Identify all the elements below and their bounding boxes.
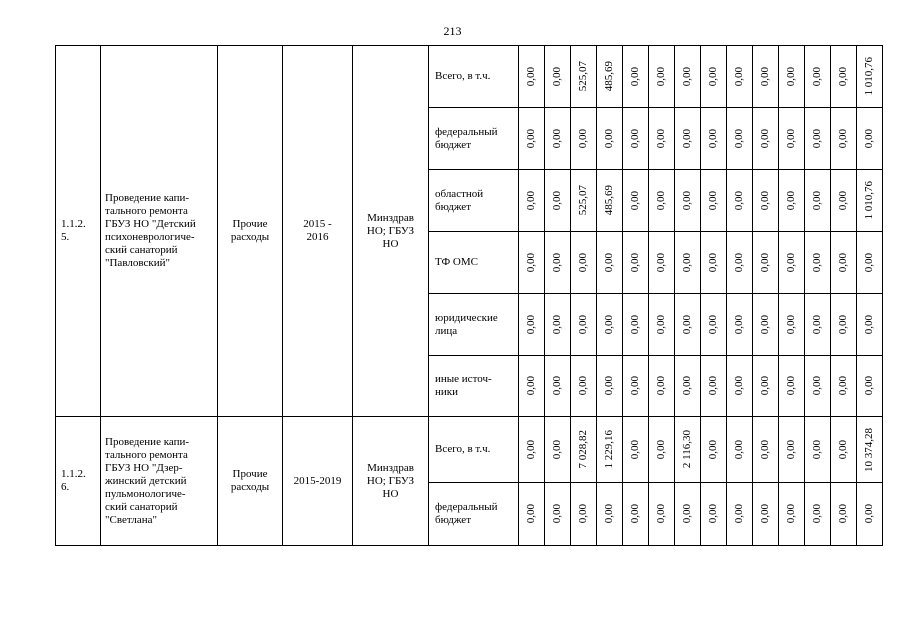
amount-cell — [519, 108, 545, 170]
amount-cell — [597, 46, 623, 108]
amount-cell — [519, 417, 545, 483]
amount-cell — [831, 108, 857, 170]
amount-value: 0,00 — [811, 439, 823, 460]
amount-value: 0,00 — [785, 252, 797, 273]
amount-value: 0,00 — [759, 504, 771, 524]
amount-cell — [727, 294, 753, 356]
amount-cell — [519, 232, 545, 294]
amount-cell — [675, 232, 701, 294]
amount-cell — [857, 417, 883, 483]
funding-source: федеральный бюджет — [429, 483, 519, 546]
amount-cell — [571, 483, 597, 546]
amount-cell — [701, 356, 727, 417]
amount-cell — [649, 232, 675, 294]
amount-value: 0,00 — [863, 376, 875, 396]
amount-cell — [779, 294, 805, 356]
page-number: 213 — [443, 24, 462, 38]
amount-cell — [597, 108, 623, 170]
amount-cell — [649, 417, 675, 483]
amount-value: 0,00 — [837, 128, 849, 149]
amount-cell — [623, 232, 649, 294]
amount-cell — [649, 46, 675, 108]
amount-cell — [649, 294, 675, 356]
amount-value: 0,00 — [577, 314, 589, 335]
amount-value: 0,00 — [733, 190, 745, 211]
amount-value: 0,00 — [629, 190, 641, 211]
amount-value: 0,00 — [655, 128, 667, 149]
amount-cell — [753, 483, 779, 546]
amount-cell — [831, 170, 857, 232]
amount-cell — [857, 170, 883, 232]
amount-value: 0,00 — [655, 190, 667, 211]
amount-value: 0,00 — [837, 66, 849, 87]
amount-value: 0,00 — [655, 314, 667, 335]
table-row — [56, 417, 883, 483]
amount-value: 0,00 — [707, 190, 719, 211]
amount-value: 0,00 — [655, 439, 667, 460]
table-row — [56, 46, 883, 108]
project-code: 1.1.2. 5. — [56, 46, 101, 417]
funding-source: федеральный бюджет — [429, 108, 519, 170]
funding-source: ТФ ОМС — [429, 232, 519, 294]
amount-value: 10 374,28 — [863, 427, 875, 472]
project-name: Проведение капи- тального ремонта ГБУЗ НО "Детский психоневрологиче- ский санаторий "Павловский" — [101, 46, 218, 417]
amount-value: 0,00 — [785, 128, 797, 149]
amount-value: 0,00 — [551, 376, 563, 396]
amount-value: 0,00 — [655, 504, 667, 524]
amount-cell — [571, 108, 597, 170]
amount-cell — [831, 483, 857, 546]
amount-value: 0,00 — [837, 314, 849, 335]
amount-value: 0,00 — [811, 376, 823, 396]
amount-cell — [779, 108, 805, 170]
amount-cell — [805, 46, 831, 108]
amount-value: 0,00 — [629, 376, 641, 396]
amount-cell — [597, 356, 623, 417]
amount-cell — [857, 483, 883, 546]
amount-cell — [805, 170, 831, 232]
amount-value: 0,00 — [525, 252, 537, 273]
amount-value: 0,00 — [785, 376, 797, 396]
amount-cell — [571, 46, 597, 108]
amount-value: 0,00 — [759, 66, 771, 87]
amount-value: 0,00 — [577, 128, 589, 149]
amount-value: 0,00 — [707, 439, 719, 460]
amount-value: 0,00 — [733, 314, 745, 335]
amount-value: 0,00 — [863, 128, 875, 149]
amount-value: 0,00 — [681, 128, 693, 149]
amount-cell — [519, 170, 545, 232]
amount-value: 0,00 — [577, 376, 589, 396]
amount-cell — [675, 417, 701, 483]
amount-value: 0,00 — [577, 504, 589, 524]
amount-cell — [779, 356, 805, 417]
amount-value: 0,00 — [759, 376, 771, 396]
amount-cell — [753, 232, 779, 294]
amount-value: 0,00 — [525, 66, 537, 87]
amount-value: 0,00 — [707, 376, 719, 396]
amount-value: 0,00 — [759, 252, 771, 273]
amount-cell — [545, 483, 571, 546]
amount-value: 1 229,16 — [603, 430, 615, 469]
amount-cell — [753, 108, 779, 170]
amount-value: 1 010,76 — [863, 57, 875, 96]
amount-value: 0,00 — [707, 128, 719, 149]
amount-value: 0,00 — [811, 252, 823, 273]
amount-cell — [779, 483, 805, 546]
amount-cell — [857, 294, 883, 356]
amount-cell — [519, 294, 545, 356]
amount-cell — [519, 356, 545, 417]
amount-value: 0,00 — [863, 252, 875, 273]
amount-cell — [597, 170, 623, 232]
budget-table — [55, 45, 883, 546]
amount-cell — [727, 356, 753, 417]
amount-value: 0,00 — [681, 314, 693, 335]
amount-value: 0,00 — [707, 66, 719, 87]
amount-value: 0,00 — [525, 439, 537, 460]
amount-value: 0,00 — [785, 504, 797, 524]
period: 2015-2019 — [283, 417, 353, 546]
amount-cell — [545, 170, 571, 232]
amount-cell — [623, 356, 649, 417]
amount-value: 0,00 — [681, 252, 693, 273]
amount-value: 0,00 — [577, 252, 589, 273]
project-name: Проведение капи- тального ремонта ГБУЗ НО "Дзер- жинский детский пульмонологиче- ский санаторий "Светлана" — [101, 417, 218, 546]
amount-cell — [701, 417, 727, 483]
funding-source: Всего, в т.ч. — [429, 417, 519, 483]
amount-cell — [623, 170, 649, 232]
amount-cell — [571, 232, 597, 294]
amount-value: 0,00 — [811, 128, 823, 149]
amount-cell — [701, 483, 727, 546]
amount-value: 0,00 — [837, 504, 849, 524]
amount-cell — [623, 46, 649, 108]
amount-value: 0,00 — [759, 314, 771, 335]
amount-cell — [857, 356, 883, 417]
amount-cell — [701, 232, 727, 294]
amount-cell — [675, 294, 701, 356]
amount-cell — [779, 170, 805, 232]
amount-cell — [571, 294, 597, 356]
amount-cell — [805, 483, 831, 546]
amount-cell — [753, 356, 779, 417]
amount-cell — [727, 483, 753, 546]
period: 2015 - 2016 — [283, 46, 353, 417]
amount-value: 0,00 — [733, 504, 745, 524]
amount-cell — [779, 232, 805, 294]
amount-cell — [545, 417, 571, 483]
amount-value: 0,00 — [603, 314, 615, 335]
amount-value: 0,00 — [785, 66, 797, 87]
amount-value: 0,00 — [551, 252, 563, 273]
executor: Минздрав НО; ГБУЗ НО — [353, 46, 429, 417]
amount-value: 1 010,76 — [863, 181, 875, 220]
amount-cell — [545, 46, 571, 108]
amount-cell — [545, 356, 571, 417]
amount-cell — [623, 294, 649, 356]
amount-value: 0,00 — [525, 504, 537, 524]
funding-source: Всего, в т.ч. — [429, 46, 519, 108]
amount-value: 0,00 — [629, 439, 641, 460]
amount-value: 0,00 — [551, 190, 563, 211]
amount-cell — [727, 170, 753, 232]
amount-value: 0,00 — [629, 314, 641, 335]
amount-cell — [727, 232, 753, 294]
amount-value: 0,00 — [733, 439, 745, 460]
amount-cell — [623, 417, 649, 483]
amount-value: 0,00 — [759, 190, 771, 211]
amount-cell — [727, 108, 753, 170]
amount-value: 0,00 — [629, 66, 641, 87]
amount-cell — [753, 417, 779, 483]
amount-cell — [571, 417, 597, 483]
amount-value: 0,00 — [733, 252, 745, 273]
amount-value: 0,00 — [681, 376, 693, 396]
amount-cell — [831, 46, 857, 108]
amount-cell — [675, 356, 701, 417]
amount-value: 0,00 — [655, 252, 667, 273]
amount-cell — [675, 46, 701, 108]
amount-value: 485,69 — [603, 185, 615, 216]
amount-value: 0,00 — [655, 376, 667, 396]
amount-value: 0,00 — [551, 504, 563, 524]
expense-type: Прочие расходы — [218, 417, 283, 546]
amount-cell — [519, 46, 545, 108]
amount-value: 2 116,30 — [681, 430, 693, 469]
amount-value: 525,07 — [577, 61, 589, 92]
amount-value: 0,00 — [733, 66, 745, 87]
amount-cell — [519, 483, 545, 546]
amount-value: 0,00 — [733, 376, 745, 396]
amount-value: 485,69 — [603, 61, 615, 92]
expense-type: Прочие расходы — [218, 46, 283, 417]
amount-cell — [831, 356, 857, 417]
amount-value: 0,00 — [811, 504, 823, 524]
amount-cell — [857, 108, 883, 170]
amount-cell — [857, 46, 883, 108]
amount-value: 0,00 — [681, 190, 693, 211]
amount-cell — [597, 294, 623, 356]
amount-value: 0,00 — [629, 252, 641, 273]
amount-cell — [701, 108, 727, 170]
amount-value: 0,00 — [837, 252, 849, 273]
amount-cell — [649, 483, 675, 546]
amount-cell — [675, 483, 701, 546]
amount-value: 0,00 — [603, 376, 615, 396]
amount-cell — [571, 170, 597, 232]
amount-value: 0,00 — [629, 128, 641, 149]
project-code: 1.1.2. 6. — [56, 417, 101, 546]
amount-cell — [649, 170, 675, 232]
amount-value: 0,00 — [551, 66, 563, 87]
amount-value: 0,00 — [603, 128, 615, 149]
amount-value: 0,00 — [525, 314, 537, 335]
amount-value: 0,00 — [681, 66, 693, 87]
amount-value: 0,00 — [863, 504, 875, 524]
amount-value: 0,00 — [707, 314, 719, 335]
amount-cell — [623, 108, 649, 170]
amount-value: 0,00 — [811, 66, 823, 87]
amount-cell — [831, 294, 857, 356]
amount-value: 0,00 — [759, 128, 771, 149]
amount-cell — [805, 108, 831, 170]
amount-value: 0,00 — [811, 190, 823, 211]
amount-value: 0,00 — [551, 314, 563, 335]
funding-source: юридические лица — [429, 294, 519, 356]
amount-cell — [545, 108, 571, 170]
amount-value: 0,00 — [629, 504, 641, 524]
amount-cell — [545, 232, 571, 294]
amount-cell — [753, 294, 779, 356]
amount-value: 0,00 — [603, 252, 615, 273]
amount-cell — [597, 417, 623, 483]
amount-value: 0,00 — [811, 314, 823, 335]
amount-value: 0,00 — [525, 376, 537, 396]
amount-value: 0,00 — [837, 439, 849, 460]
amount-cell — [623, 483, 649, 546]
amount-value: 0,00 — [681, 504, 693, 524]
amount-value: 0,00 — [785, 314, 797, 335]
amount-cell — [649, 356, 675, 417]
amount-value: 0,00 — [603, 504, 615, 524]
amount-cell — [701, 294, 727, 356]
amount-value: 0,00 — [551, 128, 563, 149]
amount-cell — [597, 483, 623, 546]
amount-value: 0,00 — [863, 314, 875, 335]
amount-value: 0,00 — [551, 439, 563, 460]
amount-cell — [727, 417, 753, 483]
amount-cell — [597, 232, 623, 294]
amount-value: 0,00 — [759, 439, 771, 460]
amount-value: 0,00 — [525, 190, 537, 211]
amount-cell — [545, 294, 571, 356]
amount-cell — [805, 356, 831, 417]
amount-value: 0,00 — [785, 190, 797, 211]
amount-value: 0,00 — [707, 504, 719, 524]
amount-cell — [727, 46, 753, 108]
amount-value: 525,07 — [577, 185, 589, 216]
amount-cell — [675, 108, 701, 170]
amount-value: 0,00 — [785, 439, 797, 460]
amount-value: 0,00 — [707, 252, 719, 273]
amount-value: 0,00 — [837, 376, 849, 396]
executor: Минздрав НО; ГБУЗ НО — [353, 417, 429, 546]
amount-cell — [831, 232, 857, 294]
amount-cell — [831, 417, 857, 483]
amount-cell — [701, 170, 727, 232]
amount-cell — [753, 170, 779, 232]
funding-source: областной бюджет — [429, 170, 519, 232]
amount-value: 7 028,82 — [577, 430, 589, 469]
amount-cell — [857, 232, 883, 294]
amount-cell — [701, 46, 727, 108]
amount-value: 0,00 — [733, 128, 745, 149]
amount-cell — [571, 356, 597, 417]
amount-value: 0,00 — [655, 66, 667, 87]
amount-cell — [649, 108, 675, 170]
amount-cell — [805, 232, 831, 294]
amount-value: 0,00 — [525, 128, 537, 149]
amount-value: 0,00 — [837, 190, 849, 211]
amount-cell — [779, 417, 805, 483]
amount-cell — [805, 294, 831, 356]
funding-source: иные источ- ники — [429, 356, 519, 417]
amount-cell — [753, 46, 779, 108]
amount-cell — [675, 170, 701, 232]
amount-cell — [779, 46, 805, 108]
amount-cell — [805, 417, 831, 483]
